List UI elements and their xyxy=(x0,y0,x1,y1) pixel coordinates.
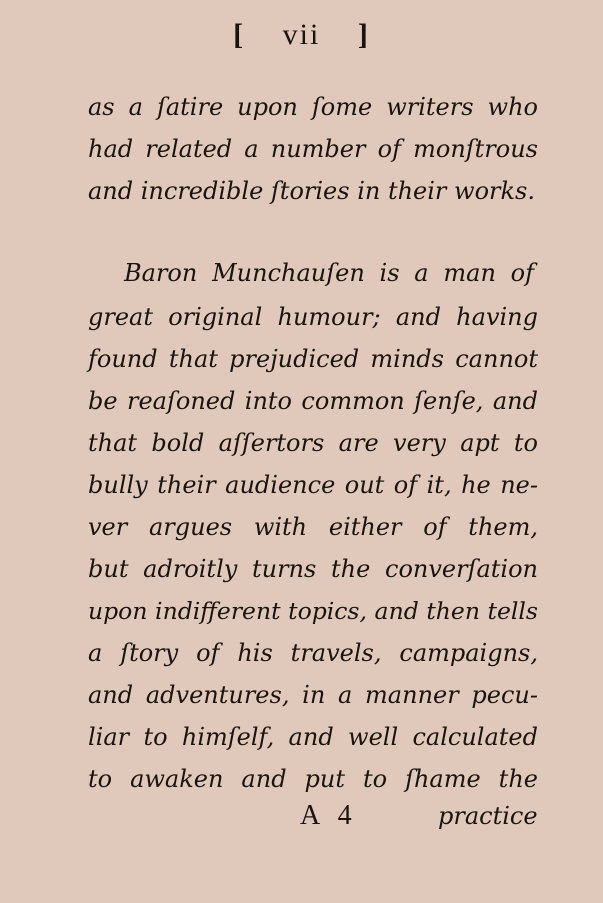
page-number: vii xyxy=(282,18,321,51)
text-line-1: as a ſatire upon ſome writers who xyxy=(88,93,538,121)
text-line-8: that bold aſſertors are very apt to xyxy=(88,429,538,457)
text-line-10: ver argues with either of them, xyxy=(88,513,538,541)
text-line-15: liar to himſelf, and well calculated xyxy=(88,723,538,751)
catchword: practice xyxy=(438,802,538,830)
text-line-3: and incredible ſtories in their works. xyxy=(88,177,535,205)
page-header xyxy=(0,18,603,52)
signature-mark: A 4 xyxy=(300,800,358,831)
text-line-2: had related a number of monſtrous xyxy=(88,135,538,163)
text-line-4: Baron Munchauſen is a man of xyxy=(124,259,534,287)
page-footer xyxy=(0,800,603,836)
text-line-6: found that prejudiced minds cannot xyxy=(88,345,538,373)
text-line-9: bully their audience out of it, he ne- xyxy=(88,471,538,499)
text-line-7: be reaſoned into common ſenſe, and xyxy=(88,387,538,415)
text-line-11: but adroitly turns the converſation xyxy=(88,555,538,583)
text-line-16: to awaken and put to ſhame the xyxy=(88,765,538,793)
text-line-14: and adventures, in a manner pecu- xyxy=(88,681,538,709)
text-line-12: upon indifferent topics, and then tells xyxy=(88,597,538,625)
text-line-5: great original humour; and having xyxy=(88,303,538,331)
right-bracket: ] xyxy=(357,18,370,51)
left-bracket: [ xyxy=(233,18,246,51)
text-line-13: a ſtory of his travels, campaigns, xyxy=(88,639,538,667)
